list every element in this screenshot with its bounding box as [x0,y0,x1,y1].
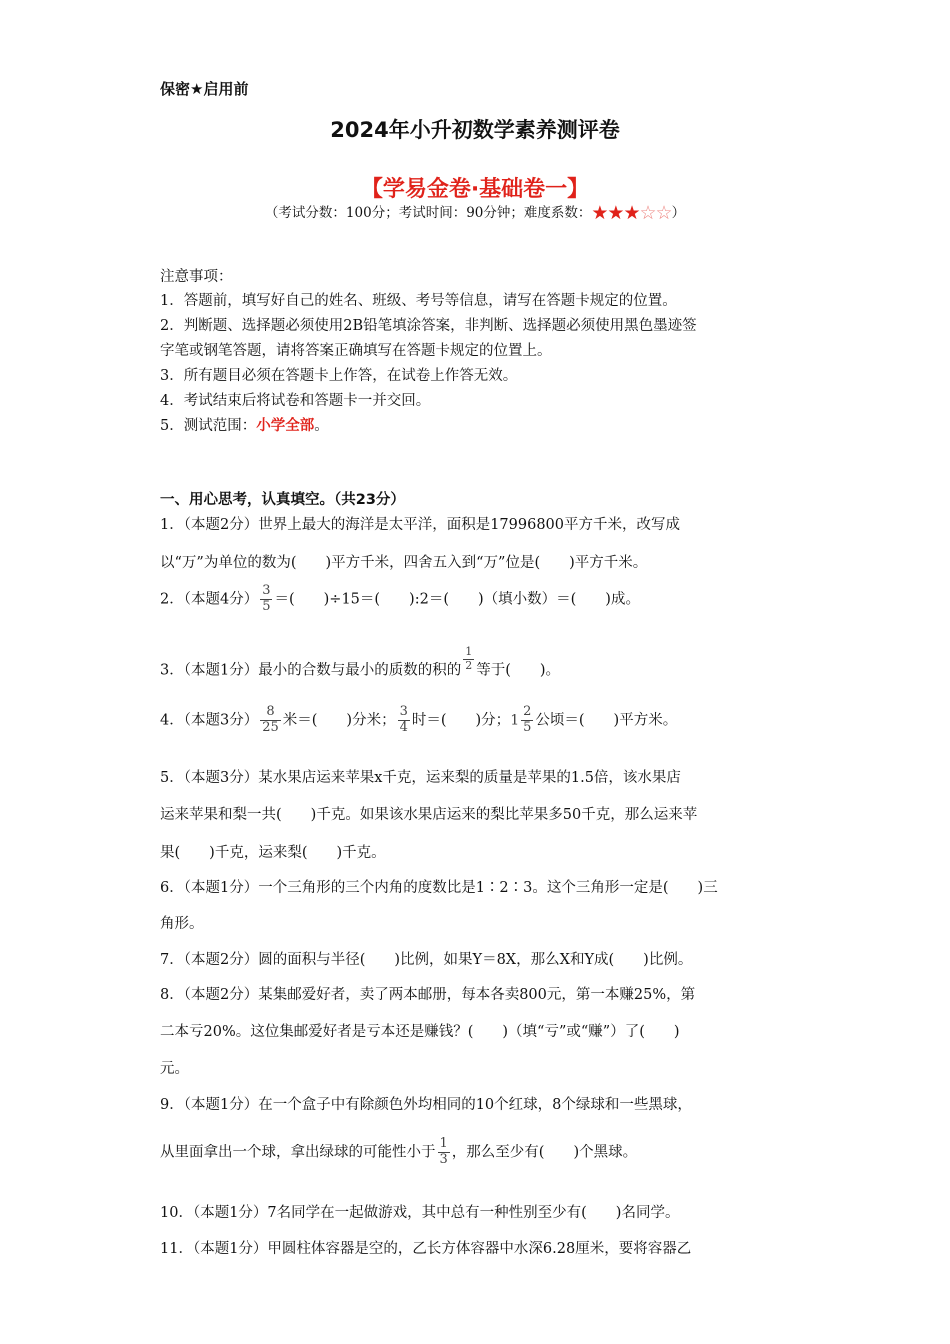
question-1-line-1: 1．（本题2分）世界上最大的海洋是太平洋，面积是17996800平方千米，改写成 [160,517,681,533]
fraction-3-4 [398,705,410,736]
question-3-suffix: 等于( )。 [476,662,561,679]
question-9-suffix: ，那么至少有( )个黑球。 [451,1144,638,1161]
question-8-line-2: 二本亏20%。这位集邮爱好者是亏本还是赚钱？( )（填“亏”或“赚”）了( ) [160,1024,680,1040]
note-5-prefix: 5．测试范围： [160,418,257,434]
fraction-denominator: 5 [262,598,271,614]
question-7: 7．（本题2分）圆的面积与半径( )比例，如果Y＝8X，那么X和Y成( )比例。 [160,952,693,968]
mixed-number-whole: 1 [510,712,520,729]
note-4: 4．考试结束后将试卷和答题卡一并交回。 [160,393,431,409]
note-5 [160,414,329,435]
question-6-line-2: 角形。 [160,916,204,932]
question-2 [160,584,640,615]
note-2b: 字笔或钢笔答题，请将答案正确填写在答题卡规定的位置上。 [160,343,552,359]
note-5-suffix: 。 [314,418,329,434]
question-4-suffix: 公顷＝( )平方米。 [535,712,678,729]
confidential-label: 保密★启用前 [160,80,249,98]
fraction-numerator: 3 [262,583,271,598]
question-10: 10．（本题1分）7名同学在一起做游戏，其中总有一种性别至少有( )名同学。 [160,1205,680,1221]
fraction-numerator: 1 [465,645,473,658]
question-3 [160,646,560,680]
fraction-denominator: 2 [465,658,473,672]
note-2a: 2．判断题、选择题必须使用2B铅笔填涂答案，非判断、选择题必须使用黑色墨迹签 [160,318,697,334]
question-8-line-1: 8．（本题2分）某集邮爱好者，卖了两本邮册，每本各卖800元，第一本赚25%，第 [160,987,696,1003]
fraction-2-5 [521,705,533,736]
note-1: 1．答题前，填写好自己的姓名、班级、考号等信息，请写在答题卡规定的位置。 [160,293,677,309]
question-9-line-1: 9．（本题1分）在一个盒子中有除颜色外均相同的10个红球，8个绿球和一些黑球， [160,1097,692,1113]
question-9-line-2 [160,1137,637,1168]
fraction-denominator: 3 [439,1151,448,1167]
question-3-prefix: 3．（本题1分）最小的合数与最小的质数的积的 [160,662,462,679]
difficulty-stars [591,202,671,224]
fraction-numerator: 2 [523,704,532,719]
question-11: 11．（本题1分）甲圆柱体容器是空的，乙长方体容器中水深6.28厘米，要将容器乙 [160,1241,692,1257]
exam-meta [0,201,950,224]
question-4 [160,705,677,736]
star-empty-icon: ☆☆ [639,202,672,224]
question-6-line-1: 6．（本题1分）一个三角形的三个内角的度数比是1∶2∶3。这个三角形一定是( )三 [160,880,718,896]
meta-text: （考试分数：100分；考试时间：90分钟；难度系数： [264,205,592,221]
test-scope: 小学全部 [256,417,315,434]
question-5-line-3: 果( )千克，运来梨( )千克。 [160,845,386,861]
fraction-numerator: 3 [399,704,408,719]
section-1-heading: 一、用心思考，认真填空。（共23分） [160,492,405,508]
fraction-8-25 [260,705,281,736]
fraction-numerator: 8 [266,704,275,719]
question-2-suffix: ＝( )÷15＝( ):2＝( )（填小数）＝( )成。 [274,591,640,608]
fraction-denominator: 5 [523,719,532,735]
question-5-line-2: 运来苹果和梨一共( )千克。如果该水果店运来的梨比苹果多50千克，那么运来苹 [160,807,698,823]
notes-heading: 注意事项： [160,269,233,285]
fraction-denominator: 4 [399,719,408,735]
question-4-prefix: 4．（本题3分） [160,712,259,729]
question-4-part-2: 时＝( )分； [411,712,511,729]
question-8-line-3: 元。 [160,1061,189,1077]
fraction-1-3 [438,1137,450,1168]
question-1-line-2: 以“万”为单位的数为( )平方千米，四舍五入到“万”位是( )平方千米。 [160,555,648,571]
question-4-part-1: 米＝( )分米； [282,712,396,729]
star-filled-icon: ★★★ [591,202,640,224]
question-2-prefix: 2．（本题4分） [160,591,259,608]
fraction-numerator: 1 [439,1136,448,1151]
note-3: 3．所有题目必须在答题卡上作答，在试卷上作答无效。 [160,368,518,384]
question-5-line-1: 5．（本题3分）某水果店运来苹果x千克，运来梨的质量是苹果的1.5倍，该水果店 [160,770,681,786]
exam-subtitle: 【学易金卷·基础卷一】 [360,177,590,202]
fraction-1-2 [463,646,474,672]
meta-close: ） [671,205,686,221]
exam-title: 2024年小升初数学素养测评卷 [330,118,620,142]
fraction-3-5 [260,584,272,615]
fraction-denominator: 25 [262,719,279,735]
question-9-prefix: 从里面拿出一个球，拿出绿球的可能性小于 [160,1144,436,1161]
